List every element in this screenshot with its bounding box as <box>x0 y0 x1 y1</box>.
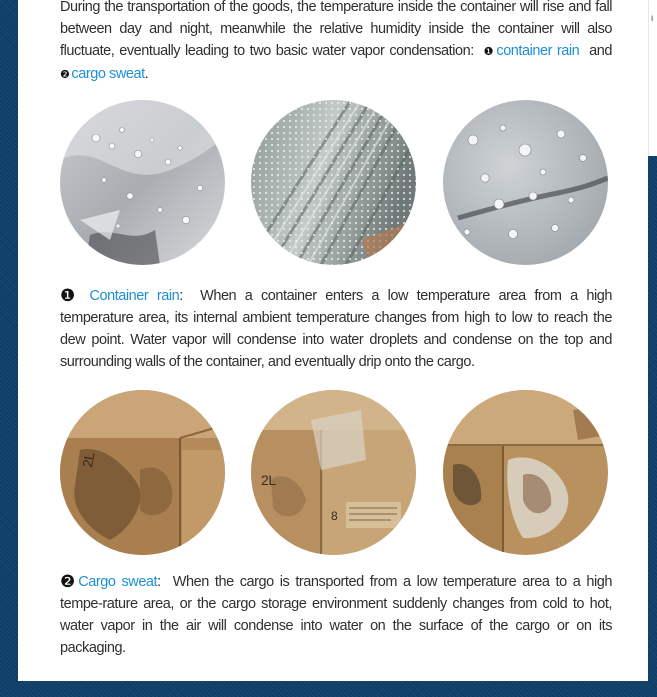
water-droplets-on-plastic-photo <box>60 100 225 265</box>
intro-paragraph <box>60 0 612 86</box>
svg-text:2L: 2L <box>261 472 276 488</box>
svg-text:8: 8 <box>331 509 338 523</box>
intro-text: During the transportation of the goods, the temperature inside the container will rise and fall between day and night, meanwhile the relative humidity inside the container will also fluctuate, eventually leading to two basic water vapor condensation: <box>60 0 612 59</box>
water-stained-carton-photo <box>443 390 608 555</box>
article-content <box>18 0 648 681</box>
cargo-sweat-images <box>60 390 608 555</box>
container-rain-link[interactable]: container rain <box>496 43 580 59</box>
wet-cardboard-box-photo <box>60 390 225 555</box>
damp-stacked-cartons-photo <box>251 390 416 555</box>
marker-2-large-icon: ❷ <box>60 572 78 591</box>
intro-end: . <box>144 66 149 82</box>
marker-1-icon: ❶ <box>483 46 495 58</box>
container-rain-title[interactable]: Container rain <box>89 288 180 304</box>
container-rain-text: When a container enters a low temperature area from a high temperature area, its internal ambient temperature changes from high to low to reach the dew point. Water vapor will condense into water droplets and condense on the top and surrounding walls of the container, and eventually drip onto the cargo. <box>60 288 612 370</box>
cargo-sweat-colon: : <box>157 574 161 590</box>
condensation-on-corrugated-ceiling-photo <box>251 100 416 265</box>
intro-and: and <box>589 43 612 59</box>
side-panel-edge-glyph: ι <box>651 13 654 24</box>
side-panel <box>648 0 657 156</box>
cargo-sweat-paragraph <box>60 570 612 659</box>
svg-text:2L: 2L <box>79 451 98 469</box>
water-droplets-on-metal-wall-photo <box>443 100 608 265</box>
cargo-sweat-title[interactable]: Cargo sweat <box>78 574 158 590</box>
cargo-sweat-link[interactable]: cargo sweat <box>71 66 145 82</box>
marker-1-large-icon: ❶ <box>60 286 80 305</box>
container-rain-colon: : <box>179 288 183 304</box>
cargo-sweat-text: When the cargo is transported from a low temperature area to a high tempe-rature area, or the cargo storage environment suddenly changes from cold to hot, water vapor in the air will condense into water on the surface of the cargo or on its packaging. <box>60 574 612 656</box>
container-rain-images <box>60 100 608 265</box>
container-rain-paragraph <box>60 284 612 373</box>
marker-2-icon: ❷ <box>60 69 70 81</box>
